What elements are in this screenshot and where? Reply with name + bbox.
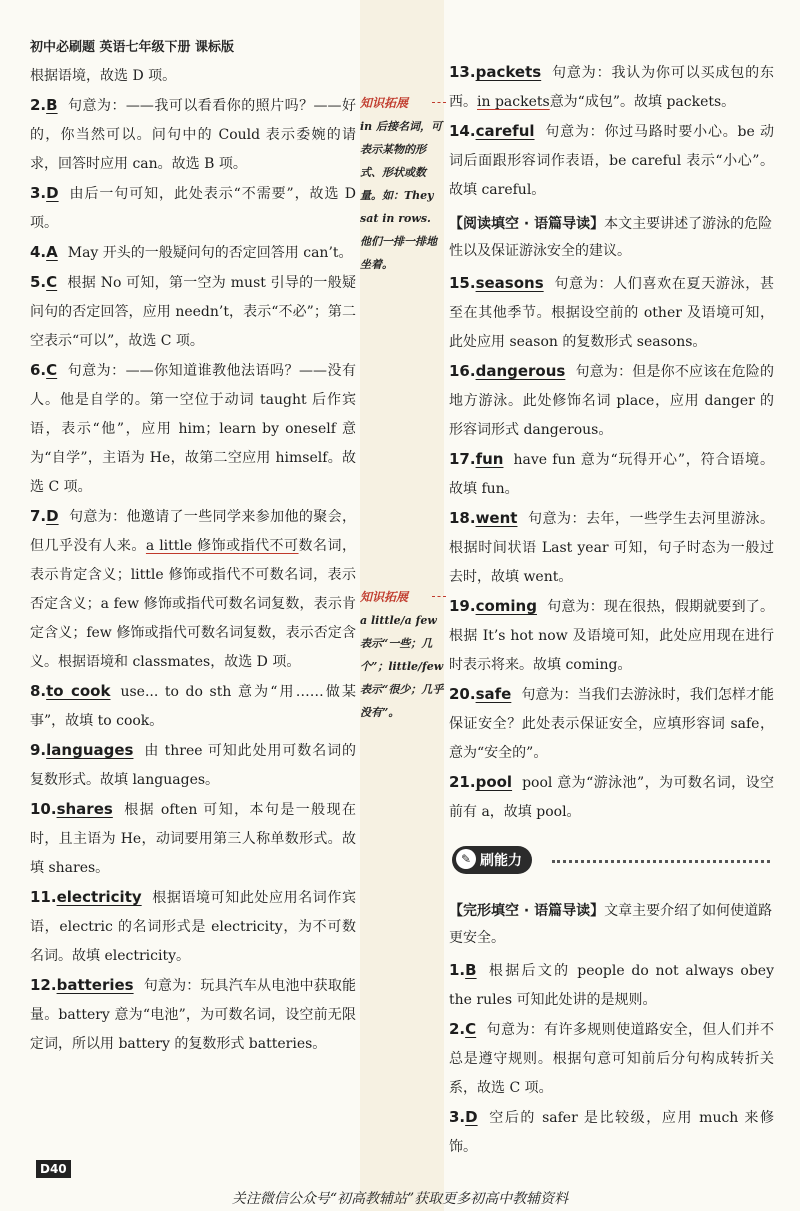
answer-explanation: 根据语境可知此处应用名词作宾语，electric 的名词形式是 electricity，为不可数名词。故填 electricity。	[30, 890, 356, 964]
right-column-lower	[449, 892, 774, 1162]
answer-item	[30, 677, 356, 736]
answer-explanation: 句意为：去年，一些学生去河里游泳。根据时间状语 Last year 可知，句子时态为一般过去时，故填 went。	[449, 511, 774, 585]
answer-key: seasons	[475, 274, 544, 292]
answer-explanation-cont: 数名词，表示肯定含义；little 修饰或指代不可数名词，表示否定含义；a few 修饰或指代可数名词复数，表示肯定含义；few 修饰或指代可数名词复数，表示否定含义。根据语境和 classmates，故选 D 项。	[30, 538, 357, 670]
answer-explanation: 根据后文的 people do not always obey the rules 可知此处讲的是规则。	[449, 963, 774, 1008]
answer-number: 10.	[30, 800, 57, 818]
answer-explanation: 由 three 可知此处用可数名词的复数形式。故填 languages。	[30, 743, 356, 788]
answer-number: 12.	[30, 976, 57, 994]
answer-key: packets	[475, 63, 542, 81]
answer-item	[30, 238, 356, 268]
page-number: D40	[36, 1160, 71, 1178]
left-column	[30, 62, 356, 1059]
answer-key: C	[46, 361, 58, 379]
answer-number: 15.	[449, 274, 476, 292]
answer-item	[30, 356, 356, 502]
answer-number: 19.	[449, 597, 476, 615]
answer-number: 7.	[30, 507, 47, 525]
section-tag: 【阅读填空 · 语篇导读】	[449, 216, 605, 232]
page-header: 初中必刷题 英语七年级下册 课标版	[30, 40, 235, 55]
answer-item	[30, 502, 356, 677]
answer-key: C	[465, 1020, 477, 1038]
answer-item	[449, 445, 774, 504]
answer-item	[449, 956, 774, 1015]
answer-number: 6.	[30, 361, 47, 379]
answer-number: 3.	[449, 1108, 466, 1126]
answer-item	[30, 736, 356, 795]
answer-number: 8.	[30, 682, 47, 700]
answer-intro: 根据语境，故选 D 项。	[30, 68, 177, 84]
answer-explanation: use... to do sth 意为“用……做某事”，故填 to cook。	[30, 684, 356, 729]
answer-key: B	[465, 961, 477, 979]
answer-key: fun	[475, 450, 504, 468]
answer-key: dangerous	[475, 362, 566, 380]
answer-number: 9.	[30, 741, 47, 759]
ability-badge	[452, 846, 532, 874]
answer-key: went	[475, 509, 518, 527]
answer-explanation: 句意为：玩具汽车从电池中获取能量。battery 意为“电池”，为可数名词，设空前无限定词，所以用 battery 的复数形式 batteries。	[30, 978, 356, 1052]
note-text: a little/a few 表示“一些；几个”；little/few 表示“很少；几乎没有”。	[360, 614, 444, 719]
answer-number: 14.	[449, 122, 476, 140]
answer-number: 13.	[449, 63, 476, 81]
answer-key: safe	[475, 685, 512, 703]
answer-explanation: 由后一句可知，此处表示“不需要”，故选 D 项。	[30, 186, 356, 231]
answer-item	[449, 1015, 774, 1103]
section-tag: 【完形填空 · 语篇导读】	[449, 903, 605, 919]
answer-number: 5.	[30, 273, 47, 291]
answer-explanation: 空后的 safer 是比较级，应用 much 来修饰。	[449, 1110, 774, 1155]
answer-item	[449, 269, 774, 357]
answer-number: 3.	[30, 184, 47, 202]
answer-item	[30, 971, 356, 1059]
answer-explanation: 根据 often 可知，本句是一般现在时，且主语为 He，动词要用第三人称单数形式。故填 shares。	[30, 802, 356, 876]
answer-key: electricity	[56, 888, 142, 906]
answer-explanation: 句意为：我认为你可以买成包的东西。	[449, 65, 774, 110]
note-title: 知识拓展	[360, 92, 444, 115]
answer-key: B	[46, 96, 58, 114]
section-summary: 文章主要介绍了如何使道路更安全。	[449, 903, 773, 946]
answer-item	[30, 795, 356, 883]
answer-key: D	[46, 507, 59, 525]
ability-label: 刷能力	[480, 853, 522, 869]
answer-highlight: a little 修饰或指代不可	[145, 538, 299, 554]
answer-explanation-cont: 意为“成包”。故填 packets。	[549, 94, 736, 110]
answer-item	[449, 357, 774, 445]
answer-number: 1.	[449, 961, 466, 979]
answer-explanation: 句意为：——我可以看看你的照片吗？——好的，你当然可以。问句中的 Could 表示委婉的请求，回答时应用 can。故选 B 项。	[30, 98, 356, 172]
answer-explanation: 句意为：有许多规则使道路安全，但人们并不总是遵守规则。根据句意可知前后分句构成转折关系，故选 C 项。	[449, 1022, 774, 1096]
page-footer: 关注微信公众号“初高教辅站”获取更多初高中教辅资料	[231, 1191, 569, 1207]
answer-key: D	[46, 184, 59, 202]
answer-key: D	[465, 1108, 478, 1126]
answer-key: batteries	[56, 976, 134, 994]
answer-key: C	[46, 273, 58, 291]
answer-item	[30, 179, 356, 238]
answer-item	[449, 680, 774, 768]
answer-item	[30, 883, 356, 971]
answer-key: pool	[475, 773, 513, 791]
answer-item	[449, 592, 774, 680]
answer-item	[30, 268, 356, 356]
knowledge-note	[360, 586, 444, 724]
answer-explanation: 根据 No 可知，第一空为 must 引导的一般疑问句的否定回答，应用 needn’t，表示“不必”；第二空表示“可以”，故选 C 项。	[30, 275, 356, 349]
answer-explanation: 句意为：但是你不应该在危险的地方游泳。此处修饰名词 place，应用 danger 的形容词形式 dangerous。	[449, 364, 774, 438]
answer-item	[449, 117, 774, 205]
answer-key: to cook	[46, 682, 111, 700]
note-text: in 后接名词，可表示某物的形式、形状或数量。如：They sat in rows. 他们一排一排地坐着。	[360, 120, 443, 271]
note-title: 知识拓展	[360, 586, 444, 609]
answer-item	[30, 91, 356, 179]
answer-explanation: 句意为：人们喜欢在夏天游泳，甚至在其他季节。根据设空前的 other 及语境可知，此处应用 season 的复数形式 seasons。	[449, 276, 774, 350]
section-guide	[449, 211, 774, 265]
answer-number: 20.	[449, 685, 476, 703]
answer-explanation: 句意为：他邀请了一些同学来参加他的聚会，但几乎没有人来。	[30, 509, 356, 554]
answer-number: 11.	[30, 888, 57, 906]
ability-divider	[452, 846, 772, 876]
answer-key: languages	[46, 741, 134, 759]
answer-highlight: in packets	[477, 94, 550, 110]
answer-key: careful	[475, 122, 535, 140]
answer-explanation: 句意为：你过马路时要小心。be 动词后面跟形容词作表语，be careful 表示“小心”。故填 careful。	[449, 124, 774, 198]
answer-key: coming	[475, 597, 537, 615]
answer-explanation: 句意为：现在很热，假期就要到了。根据 It’s hot now 及语境可知，此处应用现在进行时表示将来。故填 coming。	[449, 599, 774, 673]
answer-explanation: pool 意为“游泳池”，为可数名词，设空前有 a，故填 pool。	[449, 775, 774, 820]
answer-key: A	[46, 243, 58, 261]
answer-item	[449, 58, 774, 117]
dotted-rule	[552, 860, 770, 863]
answer-number: 4.	[30, 243, 47, 261]
answer-explanation: have fun 意为“玩得开心”，符合语境。故填 fun。	[449, 452, 774, 497]
knowledge-note	[360, 92, 444, 276]
answer-number: 2.	[449, 1020, 466, 1038]
answer-explanation: May 开头的一般疑问句的否定回答用 can’t。	[67, 245, 353, 261]
answer-number: 21.	[449, 773, 476, 791]
answer-number: 17.	[449, 450, 476, 468]
answer-key: shares	[56, 800, 113, 818]
section-summary: 本文主要讲述了游泳的危险性以及保证游泳安全的建议。	[449, 216, 773, 259]
answer-number: 2.	[30, 96, 47, 114]
answer-item	[449, 1103, 774, 1162]
answer-explanation: 句意为：当我们去游泳时，我们怎样才能保证安全？此处表示保证安全，应填形容词 safe，意为“安全的”。	[449, 687, 774, 761]
answer-item	[449, 768, 774, 827]
answer-number: 18.	[449, 509, 476, 527]
pencil-icon: ✎	[456, 849, 476, 869]
answer-item	[449, 504, 774, 592]
section-guide	[449, 898, 774, 952]
answer-explanation: 句意为：——你知道谁教他法语吗？——没有人。他是自学的。第一空位于动词 taught 后作宾语，表示“他”，应用 him；learn by oneself 意为“自学”，主语为 He，故第二空应用 himself。故选 C 项。	[30, 363, 356, 495]
right-column	[449, 58, 774, 827]
answer-number: 16.	[449, 362, 476, 380]
